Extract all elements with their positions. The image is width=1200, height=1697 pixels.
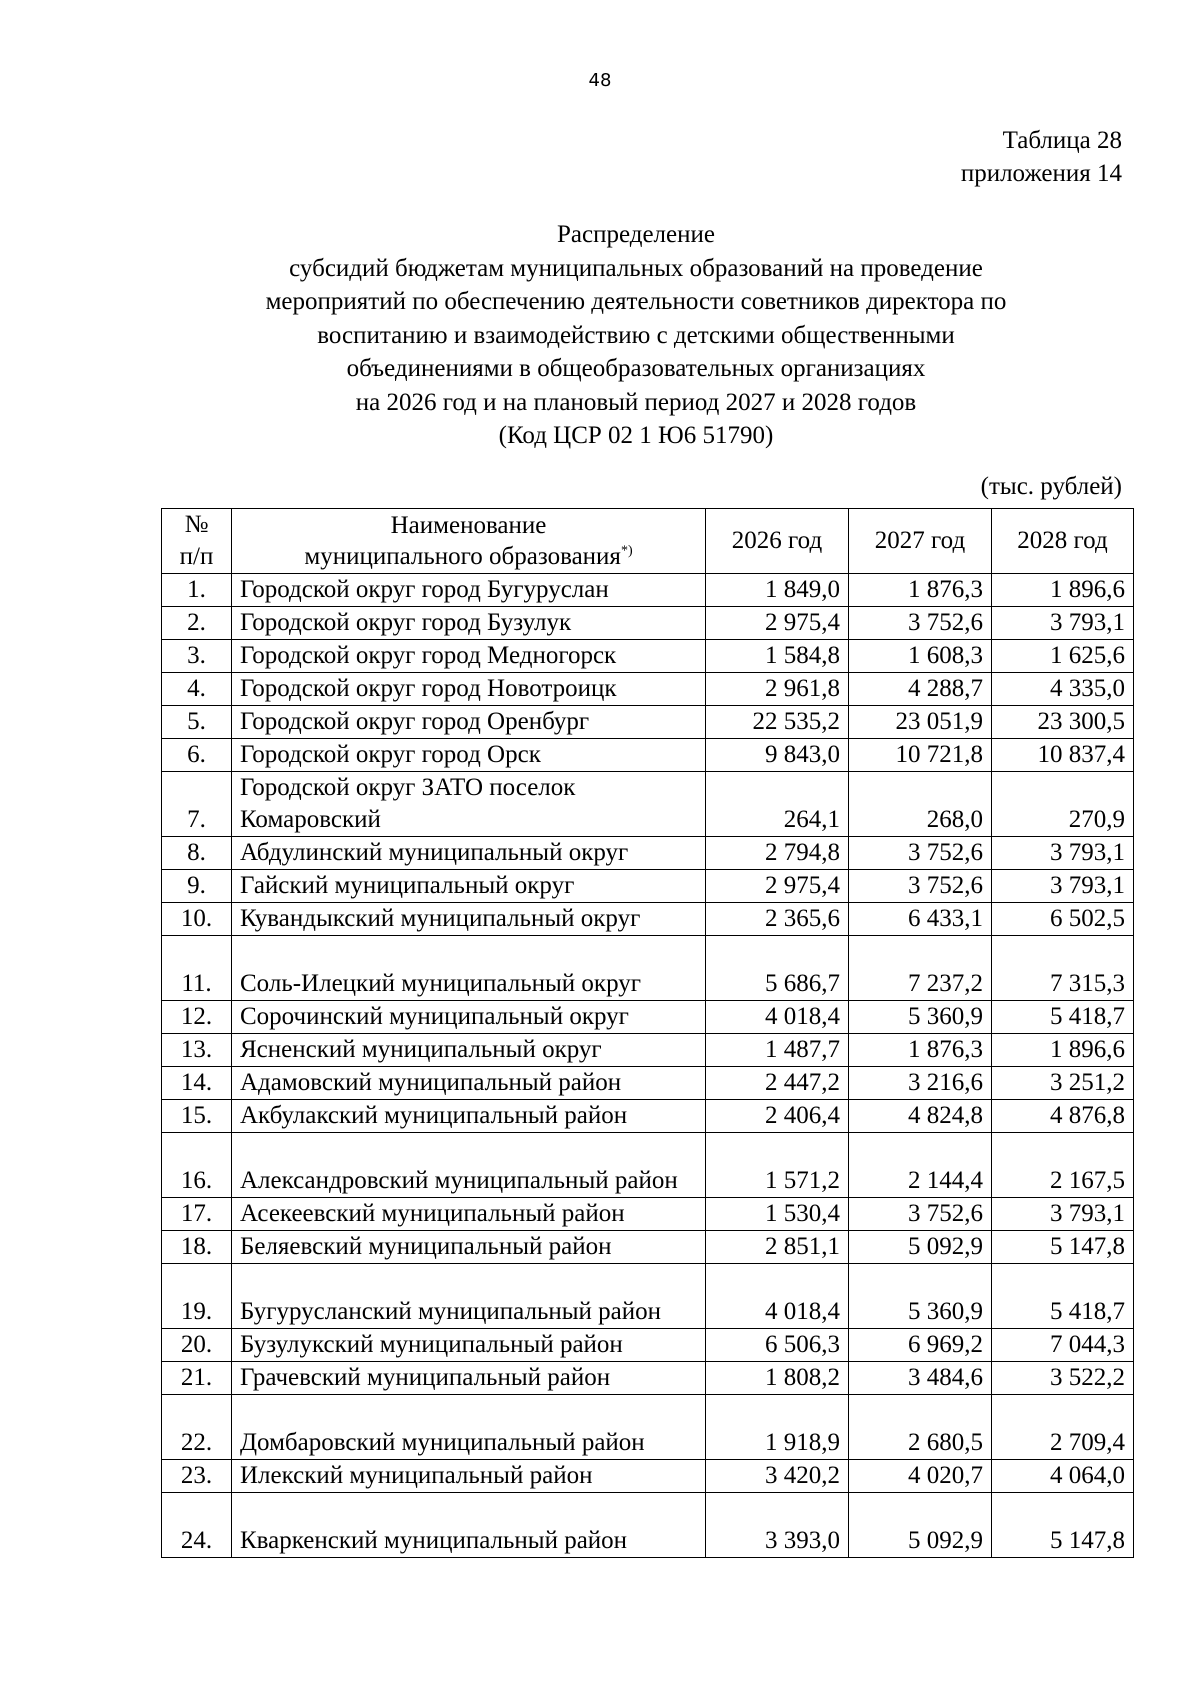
value-2028: 3 793,1 xyxy=(992,1198,1134,1231)
value-2026: 1 530,4 xyxy=(706,1198,849,1231)
value-2028: 4 064,0 xyxy=(992,1460,1134,1493)
value-2027: 3 484,6 xyxy=(849,1362,992,1395)
value-2028: 2 167,5 xyxy=(992,1133,1134,1198)
header-municipality-name xyxy=(232,509,706,574)
value-2026: 1 918,9 xyxy=(706,1395,849,1460)
value-2026: 1 849,0 xyxy=(706,574,849,607)
table-row xyxy=(162,1493,1134,1558)
value-2028: 3 793,1 xyxy=(992,870,1134,903)
title-line: воспитанию и взаимодействию с детскими общественными xyxy=(317,321,955,349)
municipality-name: Городской округ город Оренбург xyxy=(232,706,706,739)
subsidy-table xyxy=(161,508,1134,1558)
header-year-2027: 2027 год xyxy=(849,509,992,574)
table-header-row xyxy=(162,509,1134,574)
value-2028: 3 793,1 xyxy=(992,607,1134,640)
value-2028: 270,9 xyxy=(992,772,1134,837)
municipality-name: Ясненский муниципальный округ xyxy=(232,1034,706,1067)
municipality-name: Асекеевский муниципальный район xyxy=(232,1198,706,1231)
municipality-name: Александровский муниципальный район xyxy=(232,1133,706,1198)
table-row xyxy=(162,1395,1134,1460)
value-2027: 268,0 xyxy=(849,772,992,837)
value-2027: 3 752,6 xyxy=(849,607,992,640)
value-2028: 3 251,2 xyxy=(992,1067,1134,1100)
title-line: мероприятий по обеспечению деятельности советников директора по xyxy=(265,288,1007,315)
row-number: 23. xyxy=(162,1460,232,1493)
value-2026: 3 393,0 xyxy=(706,1493,849,1558)
value-2027: 10 721,8 xyxy=(849,739,992,772)
title-line: объединениями в общеобразовательных организациях xyxy=(346,355,926,382)
value-2028: 7 044,3 xyxy=(992,1329,1134,1362)
row-number: 18. xyxy=(162,1231,232,1264)
municipality-name: Городской округ ЗАТО поселок Комаровский xyxy=(232,772,706,837)
municipality-name: Домбаровский муниципальный район xyxy=(232,1395,706,1460)
value-2027: 5 360,9 xyxy=(849,1264,992,1329)
value-2027: 2 680,5 xyxy=(849,1395,992,1460)
municipality-name: Беляевский муниципальный район xyxy=(232,1231,706,1264)
row-number: 14. xyxy=(162,1067,232,1100)
row-number: 6. xyxy=(162,739,232,772)
value-2027: 6 433,1 xyxy=(849,903,992,936)
row-number: 22. xyxy=(162,1395,232,1460)
value-2027: 4 020,7 xyxy=(849,1460,992,1493)
municipality-name: Городской округ город Бугуруслан xyxy=(232,574,706,607)
value-2027: 3 216,6 xyxy=(849,1067,992,1100)
value-2026: 4 018,4 xyxy=(706,1001,849,1034)
row-number: 3. xyxy=(162,640,232,673)
table-row xyxy=(162,1034,1134,1067)
table-row xyxy=(162,607,1134,640)
value-2026: 22 535,2 xyxy=(706,706,849,739)
value-2026: 2 794,8 xyxy=(706,837,849,870)
value-2026: 1 808,2 xyxy=(706,1362,849,1395)
table-row xyxy=(162,673,1134,706)
value-2026: 2 851,1 xyxy=(706,1231,849,1264)
value-2026: 2 406,4 xyxy=(706,1100,849,1133)
row-number: 4. xyxy=(162,673,232,706)
value-2028: 5 147,8 xyxy=(992,1493,1134,1558)
title-line: Распределение xyxy=(557,221,715,248)
value-2026: 4 018,4 xyxy=(706,1264,849,1329)
value-2026: 1 584,8 xyxy=(706,640,849,673)
value-2028: 2 709,4 xyxy=(992,1395,1134,1460)
row-number: 5. xyxy=(162,706,232,739)
row-number: 10. xyxy=(162,903,232,936)
table-row xyxy=(162,739,1134,772)
title-line: (Код ЦСР 02 1 Ю6 51790) xyxy=(498,422,774,449)
municipality-name: Городской округ город Орск xyxy=(232,739,706,772)
table-body xyxy=(162,574,1134,1558)
municipality-name: Адамовский муниципальный район xyxy=(232,1067,706,1100)
row-number: 16. xyxy=(162,1133,232,1198)
value-2028: 23 300,5 xyxy=(992,706,1134,739)
value-2027: 3 752,6 xyxy=(849,1198,992,1231)
value-2028: 6 502,5 xyxy=(992,903,1134,936)
title-line: субсидий бюджетам муниципальных образований на проведение xyxy=(289,254,983,282)
value-2027: 1 876,3 xyxy=(849,574,992,607)
value-2028: 10 837,4 xyxy=(992,739,1134,772)
value-2027: 6 969,2 xyxy=(849,1329,992,1362)
value-2027: 3 752,6 xyxy=(849,837,992,870)
value-2026: 1 487,7 xyxy=(706,1034,849,1067)
table-row xyxy=(162,837,1134,870)
row-number: 21. xyxy=(162,1362,232,1395)
municipality-name: Городской округ город Бузулук xyxy=(232,607,706,640)
page-number: 48 xyxy=(588,70,612,91)
title-line: на 2026 год и на плановый период 2027 и 2028 годов xyxy=(355,388,917,416)
value-2026: 6 506,3 xyxy=(706,1329,849,1362)
municipality-name: Кувандыкский муниципальный округ xyxy=(232,903,706,936)
header-number-abbr: п/п xyxy=(179,543,214,570)
row-number: 8. xyxy=(162,837,232,870)
municipality-name: Городской округ город Медногорск xyxy=(232,640,706,673)
value-2026: 9 843,0 xyxy=(706,739,849,772)
value-2028: 3 522,2 xyxy=(992,1362,1134,1395)
row-number: 1. xyxy=(162,574,232,607)
row-number: 11. xyxy=(162,936,232,1001)
value-2027: 4 824,8 xyxy=(849,1100,992,1133)
table-ref-line: Таблица 28 xyxy=(1002,127,1122,154)
row-number: 12. xyxy=(162,1001,232,1034)
value-2028: 3 793,1 xyxy=(992,837,1134,870)
table-row xyxy=(162,1100,1134,1133)
table-row xyxy=(162,936,1134,1001)
value-2028: 5 418,7 xyxy=(992,1264,1134,1329)
header-number-symbol: № xyxy=(184,511,209,538)
value-2028: 7 315,3 xyxy=(992,936,1134,1001)
value-2027: 7 237,2 xyxy=(849,936,992,1001)
table-row xyxy=(162,1067,1134,1100)
value-2028: 1 896,6 xyxy=(992,1034,1134,1067)
municipality-name: Бузулукский муниципальный район xyxy=(232,1329,706,1362)
value-2028: 4 335,0 xyxy=(992,673,1134,706)
table-row xyxy=(162,1001,1134,1034)
municipality-name: Соль-Илецкий муниципальный округ xyxy=(232,936,706,1001)
value-2028: 1 625,6 xyxy=(992,640,1134,673)
value-2026: 2 365,6 xyxy=(706,903,849,936)
row-number: 7. xyxy=(162,772,232,837)
municipality-name: Кваркенский муниципальный район xyxy=(232,1493,706,1558)
row-number: 13. xyxy=(162,1034,232,1067)
table-row xyxy=(162,903,1134,936)
value-2026: 2 975,4 xyxy=(706,870,849,903)
municipality-name: Грачевский муниципальный район xyxy=(232,1362,706,1395)
municipality-name: Абдулинский муниципальный округ xyxy=(232,837,706,870)
table-row xyxy=(162,1198,1134,1231)
row-number: 15. xyxy=(162,1100,232,1133)
table-row xyxy=(162,1362,1134,1395)
row-number: 17. xyxy=(162,1198,232,1231)
value-2026: 2 975,4 xyxy=(706,607,849,640)
municipality-name: Сорочинский муниципальный округ xyxy=(232,1001,706,1034)
document-title xyxy=(150,218,1122,453)
value-2026: 3 420,2 xyxy=(706,1460,849,1493)
header-year-2028: 2028 год xyxy=(992,509,1134,574)
value-2027: 1 876,3 xyxy=(849,1034,992,1067)
table-row xyxy=(162,1329,1134,1362)
value-2027: 5 360,9 xyxy=(849,1001,992,1034)
value-2026: 264,1 xyxy=(706,772,849,837)
value-2028: 5 418,7 xyxy=(992,1001,1134,1034)
value-2028: 5 147,8 xyxy=(992,1231,1134,1264)
table-row xyxy=(162,1460,1134,1493)
municipality-name: Акбулакский муниципальный район xyxy=(232,1100,706,1133)
row-number: 19. xyxy=(162,1264,232,1329)
value-2028: 1 896,6 xyxy=(992,574,1134,607)
value-2026: 1 571,2 xyxy=(706,1133,849,1198)
municipality-name: Илекский муниципальный район xyxy=(232,1460,706,1493)
table-row xyxy=(162,772,1134,837)
table-reference xyxy=(961,124,1122,190)
table-row xyxy=(162,1264,1134,1329)
header-year-2026: 2026 год xyxy=(706,509,849,574)
row-number: 20. xyxy=(162,1329,232,1362)
row-number: 9. xyxy=(162,870,232,903)
municipality-name: Гайский муниципальный округ xyxy=(232,870,706,903)
value-2026: 2 961,8 xyxy=(706,673,849,706)
value-2027: 3 752,6 xyxy=(849,870,992,903)
units-label: (тыс. рублей) xyxy=(980,473,1122,500)
header-name-text: муниципального образования xyxy=(304,543,621,570)
value-2027: 2 144,4 xyxy=(849,1133,992,1198)
table-row xyxy=(162,640,1134,673)
municipality-name: Городской округ город Новотроицк xyxy=(232,673,706,706)
value-2027: 4 288,7 xyxy=(849,673,992,706)
row-number: 2. xyxy=(162,607,232,640)
table-row xyxy=(162,706,1134,739)
table-row xyxy=(162,1231,1134,1264)
header-name-line: Наименование xyxy=(390,512,547,539)
header-number xyxy=(162,509,232,574)
value-2028: 4 876,8 xyxy=(992,1100,1134,1133)
footnote-marker: *) xyxy=(620,543,633,559)
value-2026: 2 447,2 xyxy=(706,1067,849,1100)
value-2027: 5 092,9 xyxy=(849,1493,992,1558)
table-row xyxy=(162,574,1134,607)
header-name-line xyxy=(240,541,697,572)
row-number: 24. xyxy=(162,1493,232,1558)
value-2027: 1 608,3 xyxy=(849,640,992,673)
municipality-name: Бугурусланский муниципальный район xyxy=(232,1264,706,1329)
table-ref-line: приложения 14 xyxy=(960,160,1122,187)
table-row xyxy=(162,870,1134,903)
table-row xyxy=(162,1133,1134,1198)
value-2027: 5 092,9 xyxy=(849,1231,992,1264)
value-2026: 5 686,7 xyxy=(706,936,849,1001)
value-2027: 23 051,9 xyxy=(849,706,992,739)
